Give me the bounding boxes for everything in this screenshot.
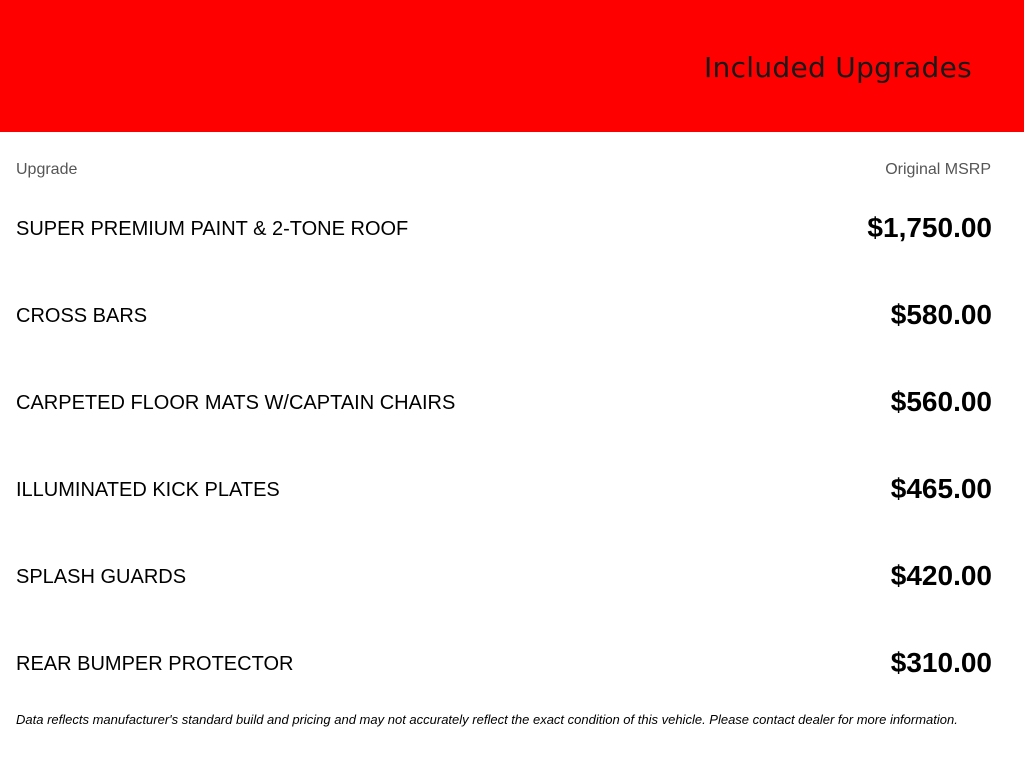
upgrade-name: SUPER PREMIUM PAINT & 2-TONE ROOF: [16, 218, 409, 240]
upgrade-price: $1,750.00: [867, 212, 992, 243]
upgrade-price: $560.00: [890, 386, 992, 417]
upgrade-name: REAR BUMPER PROTECTOR: [16, 653, 294, 675]
upgrade-price: $420.00: [890, 560, 992, 591]
upgrades-list: [0, 185, 1024, 707]
upgrade-row: [0, 620, 1024, 707]
upgrade-name: CROSS BARS: [16, 305, 148, 327]
upgrade-name: ILLUMINATED KICK PLATES: [16, 479, 280, 501]
column-header-original-msrp: Original MSRP: [885, 161, 991, 178]
upgrade-name: SPLASH GUARDS: [16, 566, 187, 588]
column-header-upgrade: Upgrade: [16, 161, 78, 178]
disclaimer-text: Data reflects manufacturer's standard build and pricing and may not accurately reflect the exact condition of this vehicle. Please contact dealer for more information.: [16, 712, 958, 727]
upgrade-row: [0, 185, 1024, 272]
upgrade-price: $310.00: [890, 647, 992, 678]
upgrade-row: [0, 272, 1024, 359]
upgrade-row: [0, 533, 1024, 620]
header-banner: [0, 0, 1024, 132]
page-title: Included Upgrades: [704, 51, 972, 84]
upgrade-name: CARPETED FLOOR MATS W/CAPTAIN CHAIRS: [16, 392, 456, 414]
upgrade-price: $580.00: [890, 299, 992, 330]
upgrade-row: [0, 359, 1024, 446]
upgrade-price: $465.00: [890, 473, 992, 504]
upgrade-row: [0, 446, 1024, 533]
